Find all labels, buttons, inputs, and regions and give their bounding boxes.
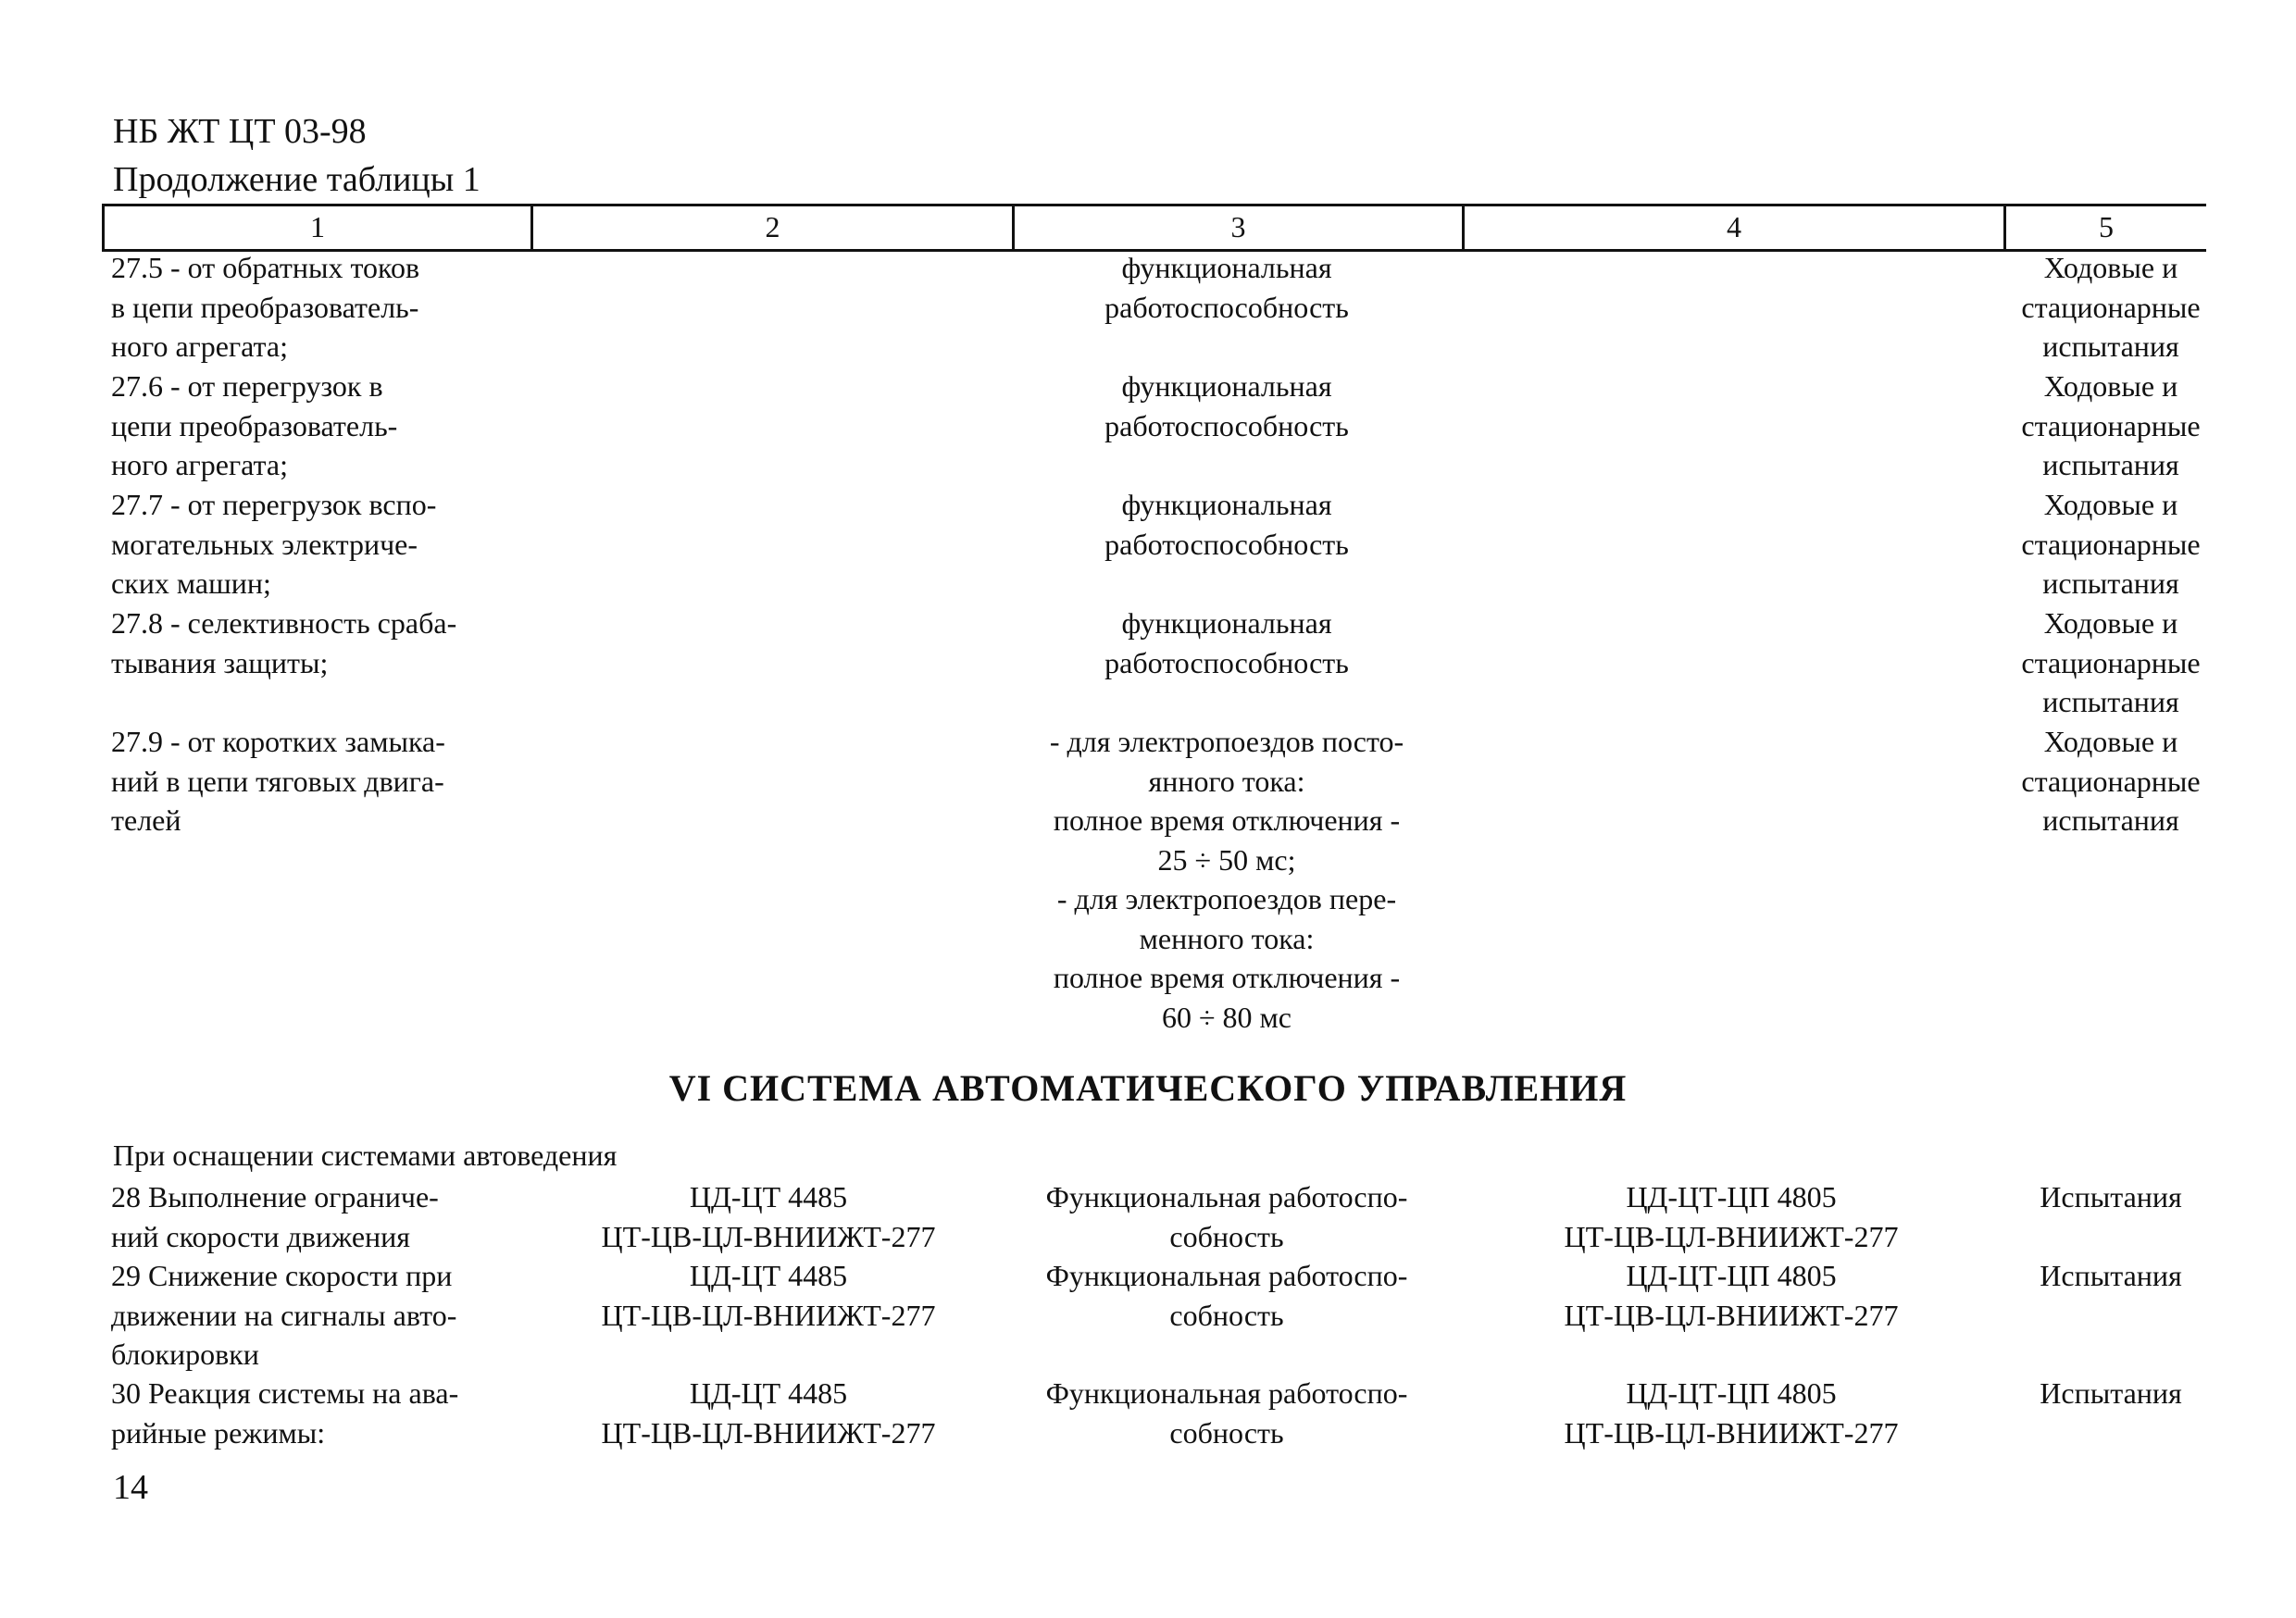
test-method-cell: ЦД-ЦТ-ЦП 4805 ЦТ-ЦВ-ЦЛ-ВНИИЖТ-277 [1564, 1180, 1899, 1253]
indicator-cell: функциональная работоспособность [1104, 488, 1349, 561]
control-method-cell: Ходовые и стационарные испытания [2021, 369, 2201, 481]
indicator-cell: функциональная работоспособность [1104, 251, 1349, 324]
control-method-cell: Ходовые и стационарные испытания [2021, 725, 2201, 837]
control-method-cell: Ходовые и стационарные испытания [2021, 488, 2201, 600]
section-title: VI СИСТЕМА АВТОМАТИЧЕСКОГО УПРАВЛЕНИЯ [668, 1067, 1628, 1109]
column-header-5: 5 [2099, 210, 2114, 243]
test-method-cell: ЦД-ЦТ-ЦП 4805 ЦТ-ЦВ-ЦЛ-ВНИИЖТ-277 [1564, 1376, 1899, 1450]
requirement-cell: 29 Снижение скорости при движении на сигналы авто- блокировки [111, 1259, 457, 1371]
control-method-cell: Испытания [2040, 1259, 2182, 1292]
control-method-cell: Ходовые и стационарные испытания [2021, 251, 2201, 363]
normative-doc-cell: ЦД-ЦТ 4485 ЦТ-ЦВ-ЦЛ-ВНИИЖТ-277 [601, 1259, 936, 1332]
requirement-cell: 27.7 - от перегрузок вспо- могательных электриче- ских машин; [111, 488, 437, 600]
requirement-cell: 30 Реакция системы на ава- рийные режимы: [111, 1376, 459, 1450]
indicator-cell: Функциональная работоспо- собность [1045, 1259, 1408, 1332]
requirement-cell: 27.9 - от коротких замыка- ний в цепи тяговых двига- телей [111, 725, 445, 837]
requirement-cell: 27.6 - от перегрузок в цепи преобразователь- ного агрегата; [111, 369, 398, 481]
indicator-cell: функциональная работоспособность [1104, 606, 1349, 679]
page-number: 14 [113, 1468, 148, 1507]
indicator-cell: - для электропоездов посто- янного тока: полное время отключения - 25 ÷ 50 мс; - для электропоездов пере- менного тока: полное время отключения - 60 ÷ 80 мс [1049, 725, 1404, 1034]
requirement-cell: 27.8 - селективность сраба- тывания защиты; [111, 606, 457, 679]
control-method-cell: Испытания [2040, 1376, 2182, 1410]
indicator-cell: Функциональная работоспо- собность [1045, 1376, 1408, 1450]
test-method-cell: ЦД-ЦТ-ЦП 4805 ЦТ-ЦВ-ЦЛ-ВНИИЖТ-277 [1564, 1259, 1899, 1332]
control-method-cell: Испытания [2040, 1180, 2182, 1214]
requirement-cell: 28 Выполнение ограниче- ний скорости движения [111, 1180, 439, 1253]
control-method-cell: Ходовые и стационарные испытания [2021, 606, 2201, 718]
normative-doc-cell: ЦД-ЦТ 4485 ЦТ-ЦВ-ЦЛ-ВНИИЖТ-277 [601, 1180, 936, 1253]
normative-doc-cell: ЦД-ЦТ 4485 ЦТ-ЦВ-ЦЛ-ВНИИЖТ-277 [601, 1376, 936, 1450]
column-header-1: 1 [105, 206, 533, 249]
indicator-cell: функциональная работоспособность [1104, 369, 1349, 442]
column-header-4: 4 [1465, 206, 2006, 249]
indicator-cell: Функциональная работоспо- собность [1045, 1180, 1408, 1253]
table-header-row [102, 204, 2206, 252]
requirement-cell: 27.5 - от обратных токов в цепи преобразователь- ного агрегата; [111, 251, 420, 363]
document-code: НБ ЖТ ЦТ 03-98 [113, 112, 367, 151]
table-continuation-label: Продолжение таблицы 1 [113, 160, 480, 199]
column-header-3: 3 [1015, 206, 1465, 249]
section-note: При оснащении системами автоведения [113, 1139, 618, 1172]
column-header-2: 2 [533, 206, 1015, 249]
